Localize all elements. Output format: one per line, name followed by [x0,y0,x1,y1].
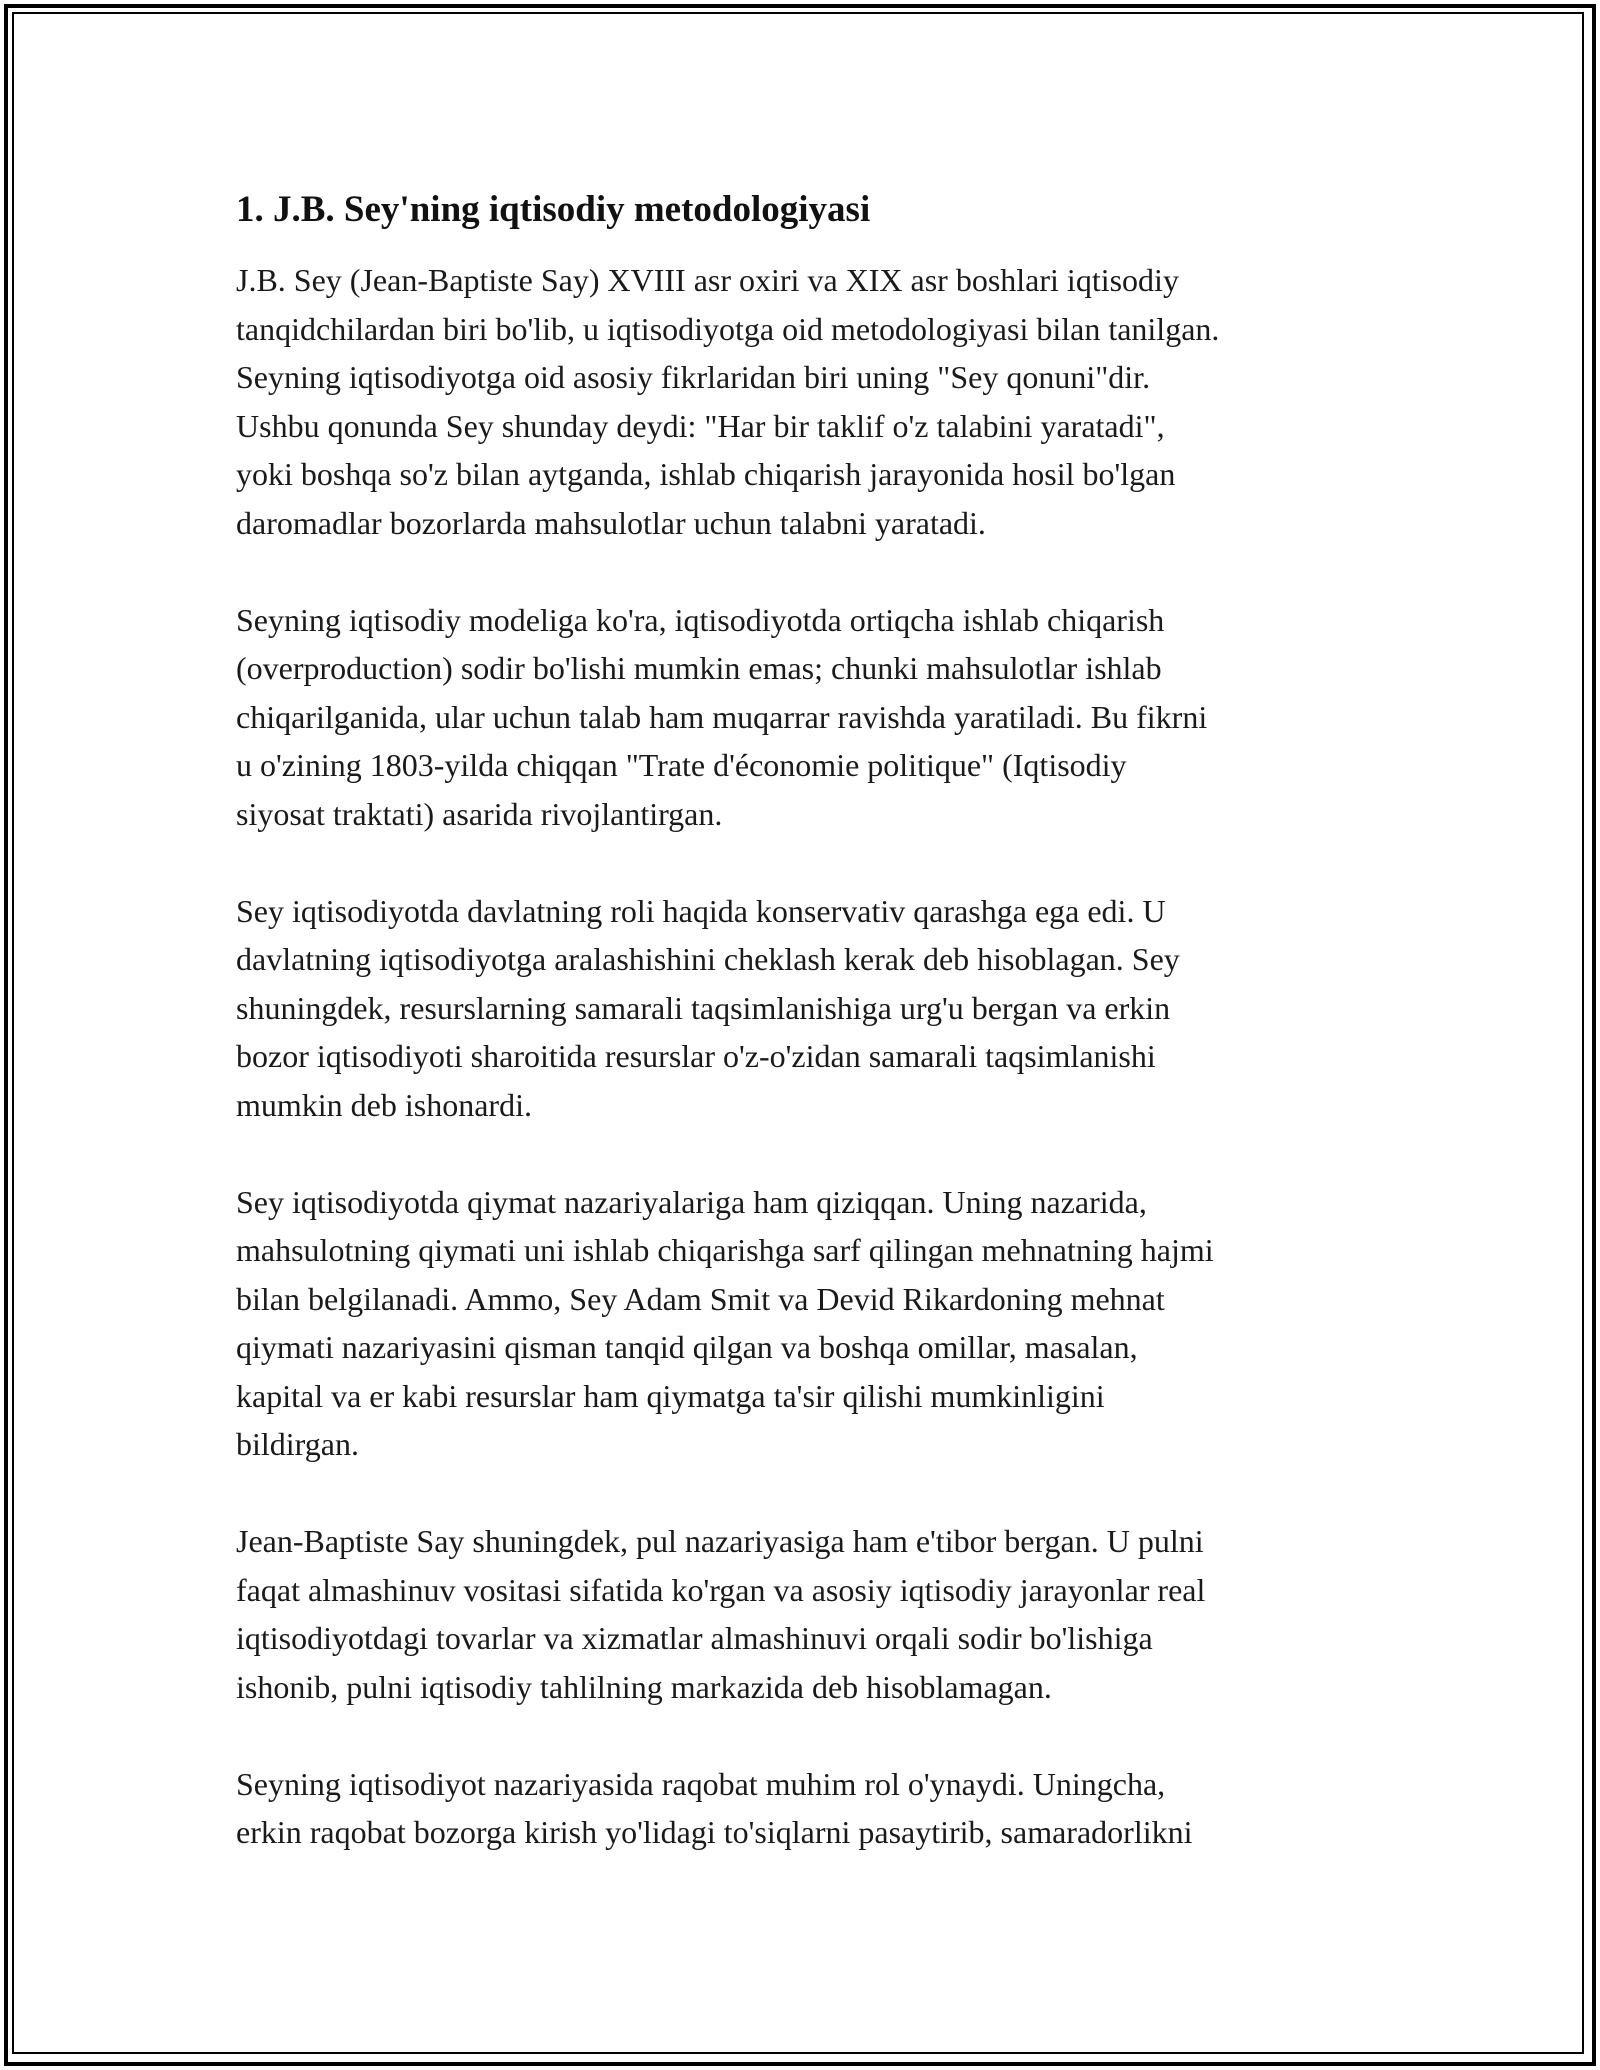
paragraph [236,1517,1386,1711]
text-line: Sey iqtisodiyotda qiymat nazariyalariga ham qiziqqan. Uning nazarida, [236,1183,1147,1220]
text-line: J.B. Sey (Jean-Baptiste Say) XVIII asr oxiri va XIX asr boshlari iqtisodiy [236,262,1179,298]
text-line: Seyning iqtisodiyotga oid asosiy fikrlaridan biri uning "Sey qonuni"dir. [236,359,1151,395]
text-line: bozor iqtisodiyoti sharoitida resurslar o'z-o'zidan samarali taqsimlanishi [236,1038,1156,1074]
text-line: qiymati nazariyasini qisman tanqid qilgan va boshqa omillar, masalan, [236,1329,1138,1365]
text-line: chiqarilganida, ular uchun talab ham muqarrar ravishda yaratiladi. Bu fikrni [236,698,1208,735]
paragraph [236,596,1386,839]
text-line: Seyning iqtisodiyot nazariyasida raqobat muhim rol o'ynaydi. Uningcha, [236,1765,1166,1802]
text-line: u o'zining 1803-yilda chiqqan "Trate d'économie politique" (Iqtisodiy [236,747,1127,783]
text-line: erkin raqobat bozorga kirish yo'lidagi to'siqlarni pasaytirib, samaradorlikni [236,1814,1193,1850]
paragraph [236,887,1386,1130]
paragraph [236,1178,1386,1469]
text-line: siyosat traktati) asarida rivojlantirgan. [236,795,723,832]
text-line: Sey iqtisodiyotda davlatning roli haqida konservativ qarashga ega edi. U [236,892,1166,929]
document-body [236,186,1386,1905]
section-heading: 1. J.B. Sey'ning iqtisodiy metodologiyasi [236,189,871,230]
text-line: bilan belgilanadi. Ammo, Sey Adam Smit va Devid Rikardoning mehnat [236,1280,1165,1317]
text-line: shuningdek, resurslarning samarali taqsimlanishiga urg'u bergan va erkin [236,989,1171,1026]
text-line: Ushbu qonunda Sey shunday deydi: "Har bir taklif o'z talabini yaratadi", [236,407,1165,444]
text-line: Seyning iqtisodiy modeliga ko'ra, iqtisodiyotda ortiqcha ishlab chiqarish [236,601,1165,638]
paragraph [236,1760,1386,1857]
text-line: daromadlar bozorlarda mahsulotlar uchun talabni yaratadi. [236,504,986,541]
text-line: iqtisodiyotdagi tovarlar va xizmatlar almashinuvi orqali sodir bo'lishiga [236,1620,1153,1656]
paragraph-list [236,256,1386,1857]
text-line: davlatning iqtisodiyotga aralashishini cheklash kerak deb hisoblagan. Sey [236,941,1180,977]
text-line: mumkin deb ishonardi. [236,1086,532,1123]
text-line: faqat almashinuv vositasi sifatida ko'rgan va asosiy iqtisodiy jarayonlar real [236,1571,1206,1608]
text-line: (overproduction) sodir bo'lishi mumkin emas; chunki mahsulotlar ishlab [236,650,1162,686]
text-line: bildirgan. [236,1426,359,1462]
text-line: kapital va er kabi resurslar ham qiymatga ta'sir qilishi mumkinligini [236,1377,1105,1414]
text-line: ishonib, pulni iqtisodiy tahlilning markazida deb hisoblamagan. [236,1668,1052,1705]
text-line: tanqidchilardan biri bo'lib, u iqtisodiyotga oid metodologiyasi bilan tanilgan. [236,310,1220,347]
text-line: Jean-Baptiste Say shuningdek, pul nazariyasiga ham e'tibor bergan. U pulni [236,1523,1204,1559]
paragraph [236,256,1386,547]
text-line: mahsulotning qiymati uni ishlab chiqarishga sarf qilingan mehnatning hajmi [236,1232,1214,1268]
text-line: yoki boshqa so'z bilan aytganda, ishlab chiqarish jarayonida hosil bo'lgan [236,456,1176,492]
